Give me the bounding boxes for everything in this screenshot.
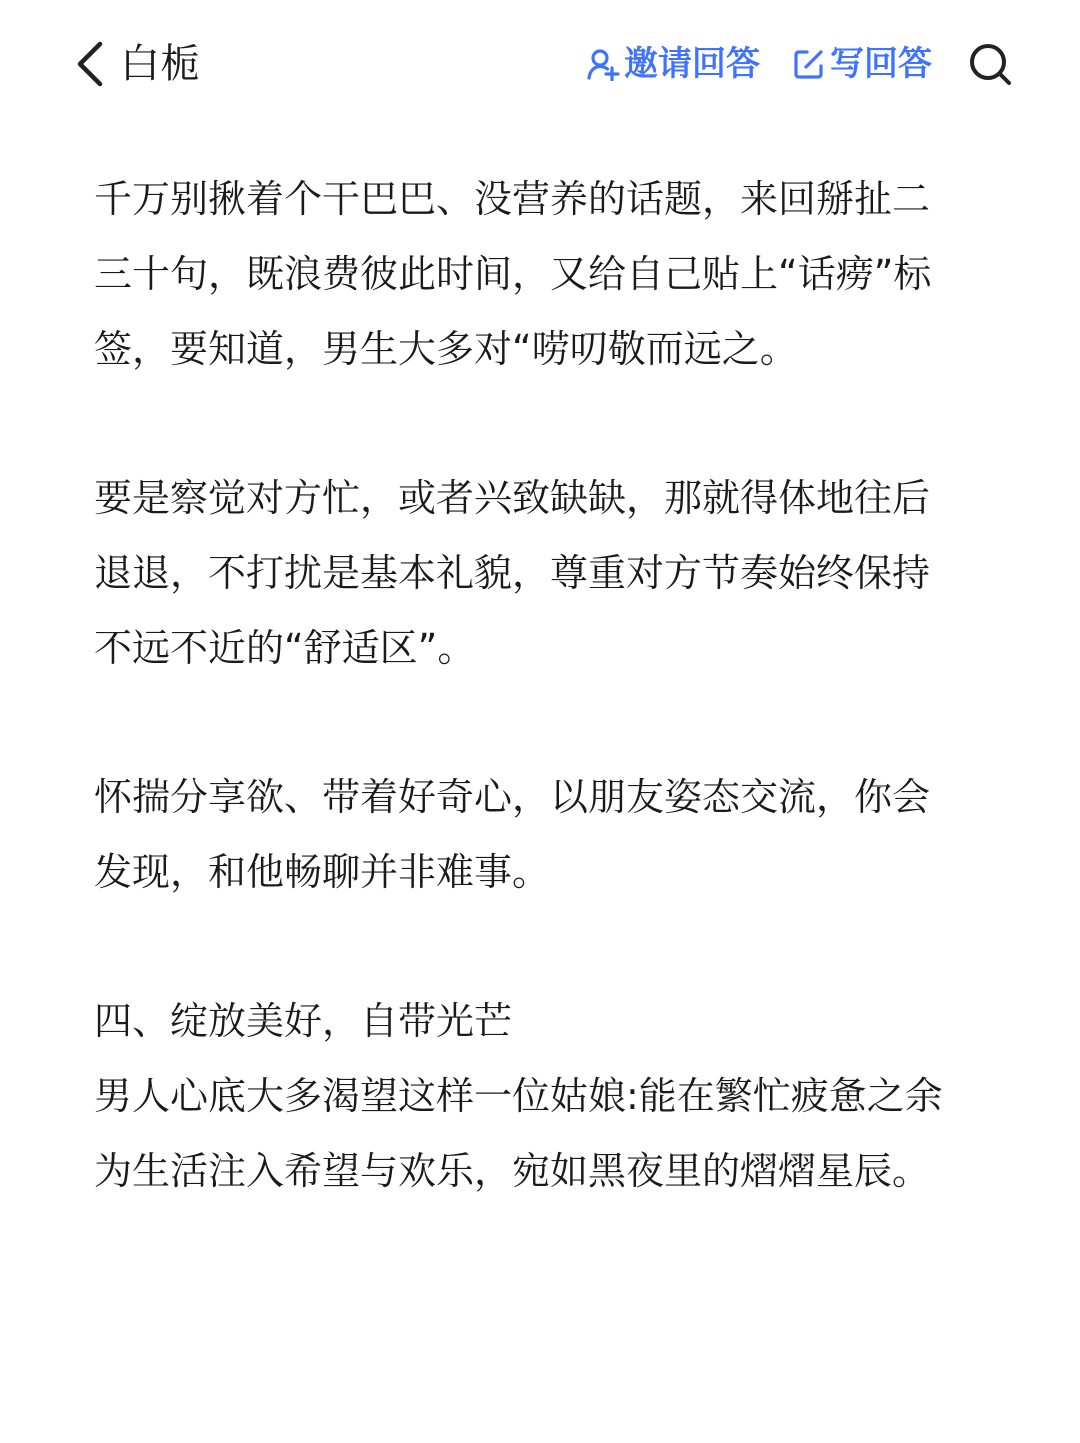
write-answer-label: 写回答 — [830, 44, 932, 84]
write-answer-button[interactable] — [792, 40, 932, 88]
paragraph — [94, 984, 994, 1209]
text-line: 男人心底大多渴望这样一位姑娘:能在繁忙疲惫之余 — [94, 1074, 943, 1118]
text-line: 退退，不打扰是基本礼貌，尊重对方节奏始终保持 — [94, 551, 931, 595]
text-line: 要是察觉对方忙，或者兴致缺缺，那就得体地往后 — [94, 476, 931, 520]
person-add-icon — [586, 47, 620, 81]
invite-answer-button[interactable] — [586, 40, 760, 88]
search-icon — [966, 40, 1014, 88]
text-line: 不远不近的“舒适区”。 — [94, 626, 476, 670]
text-line: 签，要知道，男生大多对“唠叨敬而远之。 — [94, 327, 798, 371]
page-title: 白栀 — [120, 41, 200, 87]
edit-icon — [792, 47, 826, 81]
answer-content — [94, 162, 994, 1209]
text-line: 三十句，既浪费彼此时间，又给自己贴上“话痨”标 — [94, 252, 932, 296]
chevron-left-icon — [70, 36, 114, 92]
paragraph — [94, 162, 994, 387]
paragraph — [94, 760, 994, 910]
text-line: 怀揣分享欲、带着好奇心，以朋友姿态交流，你会 — [94, 775, 931, 819]
paragraph-gap — [94, 910, 994, 984]
text-line: 千万别揪着个干巴巴、没营养的话题，来回掰扯二 — [94, 177, 931, 221]
section-heading: 四、绽放美好，自带光芒 — [94, 999, 513, 1043]
top-navigation-bar — [0, 0, 1080, 128]
text-line: 为生活注入希望与欢乐，宛如黑夜里的熠熠星辰。 — [94, 1149, 931, 1193]
search-button[interactable] — [966, 40, 1014, 88]
back-button[interactable] — [70, 36, 114, 92]
paragraph-gap — [94, 387, 994, 461]
paragraph — [94, 461, 994, 686]
paragraph-gap — [94, 686, 994, 760]
text-line: 发现，和他畅聊并非难事。 — [94, 850, 551, 894]
invite-answer-label: 邀请回答 — [624, 44, 760, 84]
